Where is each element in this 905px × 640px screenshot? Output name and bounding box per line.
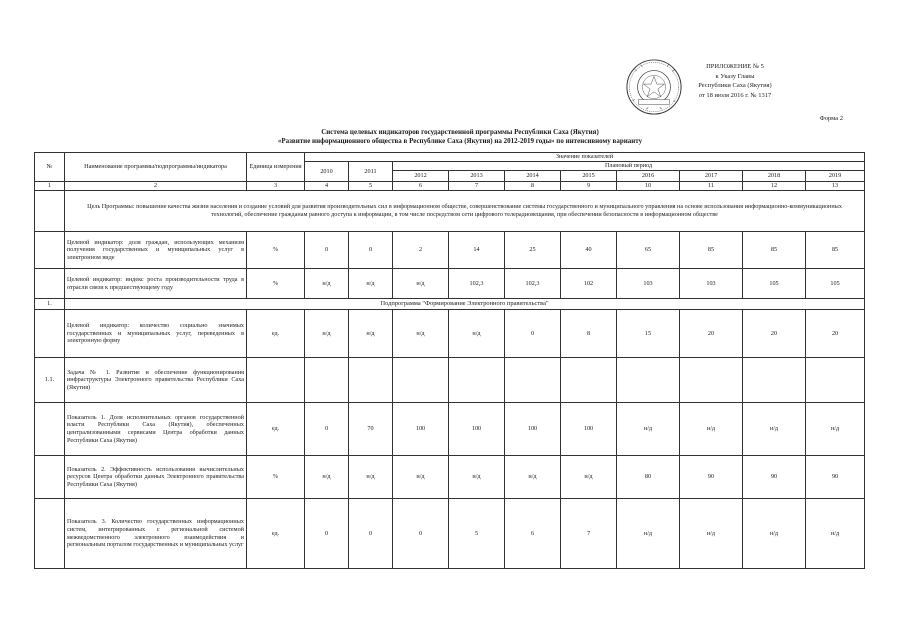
col-number: 9	[561, 182, 617, 191]
document-title	[60, 128, 860, 146]
value-cell: 65	[617, 232, 680, 269]
col-number: 2	[65, 182, 247, 191]
appendix-line-4: от 18 июля 2016 г. № 1317	[698, 91, 772, 99]
col-number: 5	[349, 182, 393, 191]
header-year-2014: 2014	[505, 171, 561, 182]
value-cell: 14	[449, 232, 505, 269]
subprogram-title: Подпрограмма "Формирование Электронного правительства"	[65, 299, 865, 310]
value-cell: н/д	[680, 403, 743, 456]
value-cell: н/д	[617, 499, 680, 569]
value-cell: н/д	[349, 310, 393, 358]
col-number: 4	[305, 182, 349, 191]
value-cell: 102,3	[505, 269, 561, 299]
value-cell: 90	[806, 456, 865, 499]
indicator-name: Целевой индикатор: количество социально значимых государственных и муниципальных услуг, переведенных в электронную форму	[65, 310, 247, 358]
value-cell: 90	[680, 456, 743, 499]
value-cell: н/д	[449, 310, 505, 358]
indicator-unit: %	[247, 232, 305, 269]
value-cell: н/д	[505, 456, 561, 499]
col-number: 7	[449, 182, 505, 191]
value-cell: 0	[349, 499, 393, 569]
value-cell: 100	[561, 403, 617, 456]
value-cell: н/д	[393, 310, 449, 358]
indicator-unit: %	[247, 456, 305, 499]
value-cell: н/д	[305, 310, 349, 358]
col-number: 13	[806, 182, 865, 191]
value-cell: 105	[806, 269, 865, 299]
header-year-2013: 2013	[449, 171, 505, 182]
title-line-2: «Развитие информационного общества в Республике Саха (Якутия) на 2012-2019 годы» по интенсивному варианту	[277, 137, 643, 145]
indicator-unit: ед.	[247, 310, 305, 358]
value-cell: 105	[743, 269, 806, 299]
appendix-line-3: Республики Саха (Якутия)	[698, 82, 772, 90]
col-number: 11	[680, 182, 743, 191]
value-cell: н/д	[806, 499, 865, 569]
indicator-unit: ед.	[247, 403, 305, 456]
header-year-2017: 2017	[680, 171, 743, 182]
value-cell: 103	[617, 269, 680, 299]
value-cell: 102	[561, 269, 617, 299]
appendix-line-2: к Указу Главы	[715, 72, 755, 80]
indicator-name: Показатель 3. Количество государственных информационных систем, интегрированных с региональной системой межведомственного электронного взаимодействия и региональным порталом государственных и муниципальных услуг	[65, 499, 247, 569]
value-cell: 0	[305, 403, 349, 456]
indicators-table	[34, 152, 865, 569]
col-number: 6	[393, 182, 449, 191]
header-year-2016: 2016	[617, 171, 680, 182]
indicator-unit: ед.	[247, 499, 305, 569]
value-cell: 20	[743, 310, 806, 358]
header-year-2019: 2019	[806, 171, 865, 182]
value-cell: 100	[505, 403, 561, 456]
header-year-2010: 2010	[305, 162, 349, 182]
value-cell: 0	[505, 310, 561, 358]
value-cell: 90	[743, 456, 806, 499]
value-cell: 2	[393, 232, 449, 269]
header-year-2015: 2015	[561, 171, 617, 182]
value-cell: 5	[449, 499, 505, 569]
value-cell: 0	[349, 232, 393, 269]
appendix-line-1: ПРИЛОЖЕНИЕ № 5	[706, 63, 764, 70]
value-cell: 80	[617, 456, 680, 499]
value-cell: 40	[561, 232, 617, 269]
form-label: Форма 2	[819, 115, 843, 122]
value-cell: н/д	[743, 403, 806, 456]
value-cell: 100	[449, 403, 505, 456]
value-cell: 103	[680, 269, 743, 299]
header-values: Значение показателей	[305, 153, 865, 162]
header-unit: Единица измерения	[247, 153, 305, 182]
program-goal: Цель Программы: повышение качества жизни населения и создание условий для развития производительных сил в информационном обществе, совершенствование системы государственного и муниципального управления на основе использования информационно-коммуникационных технологий, обеспечение гражданам равного доступа к информации, в том числе посредством сети цифрового телерадиовещания, при обеспечении безопасности в информационном обществе	[65, 191, 865, 232]
header-num: №	[35, 153, 65, 182]
col-number: 10	[617, 182, 680, 191]
value-cell: 70	[349, 403, 393, 456]
value-cell: н/д	[449, 456, 505, 499]
subprogram-num: 1.	[35, 299, 65, 310]
value-cell: 6	[505, 499, 561, 569]
value-cell: н/д	[305, 269, 349, 299]
value-cell: 0	[393, 499, 449, 569]
value-cell: 7	[561, 499, 617, 569]
value-cell: 100	[393, 403, 449, 456]
official-seal	[625, 58, 683, 116]
value-cell: 20	[806, 310, 865, 358]
indicator-name: Показатель 2. Эффективность использования вычислительных ресурсов Центра обработки данных Электронного правительства Республики Саха (Якутия)	[65, 456, 247, 499]
value-cell: 85	[680, 232, 743, 269]
col-number: 8	[505, 182, 561, 191]
col-number: 12	[743, 182, 806, 191]
col-number: 1	[35, 182, 65, 191]
col-number: 3	[247, 182, 305, 191]
appendix-block	[680, 62, 790, 100]
value-cell: н/д	[561, 456, 617, 499]
header-plan-period: Плановый период	[393, 162, 865, 171]
value-cell: 0	[305, 499, 349, 569]
indicator-name: Показатель 1. Доля исполнительных органов государственной власти Республики Саха (Якутия), обеспеченных централизованными сервисами Центра обработки данных Республики Саха (Якутия)	[65, 403, 247, 456]
value-cell: н/д	[349, 269, 393, 299]
value-cell: 0	[305, 232, 349, 269]
task-num: 1.1.	[35, 358, 65, 403]
header-year-2018: 2018	[743, 171, 806, 182]
value-cell: н/д	[806, 403, 865, 456]
value-cell: 25	[505, 232, 561, 269]
value-cell: н/д	[680, 499, 743, 569]
task-name: Задача № 1. Развитие и обеспечение функционирования инфраструктуры Электронного правительства Республики Саха (Якутия)	[65, 358, 247, 403]
value-cell: н/д	[617, 403, 680, 456]
value-cell: н/д	[305, 456, 349, 499]
title-line-1: Система целевых индикаторов государственной программы Республики Саха (Якутия)	[321, 128, 599, 136]
indicator-name: Целевой индикатор: индекс роста производительности труда в отрасли связи к предшествующему году	[65, 269, 247, 299]
header-name: Наименование программы/подпрограммы/индикатора	[65, 153, 247, 182]
header-year-2012: 2012	[393, 171, 449, 182]
value-cell: н/д	[393, 269, 449, 299]
value-cell: н/д	[349, 456, 393, 499]
value-cell: 102,3	[449, 269, 505, 299]
indicator-name: Целевой индикатор: доля граждан, использующих механизм получения государственных и муниципальных услуг в электронном виде	[65, 232, 247, 269]
indicator-unit: %	[247, 269, 305, 299]
value-cell: н/д	[743, 499, 806, 569]
value-cell: 8	[561, 310, 617, 358]
value-cell: 85	[743, 232, 806, 269]
value-cell: н/д	[393, 456, 449, 499]
header-year-2011: 2011	[349, 162, 393, 182]
value-cell: 15	[617, 310, 680, 358]
value-cell: 20	[680, 310, 743, 358]
value-cell: 85	[806, 232, 865, 269]
